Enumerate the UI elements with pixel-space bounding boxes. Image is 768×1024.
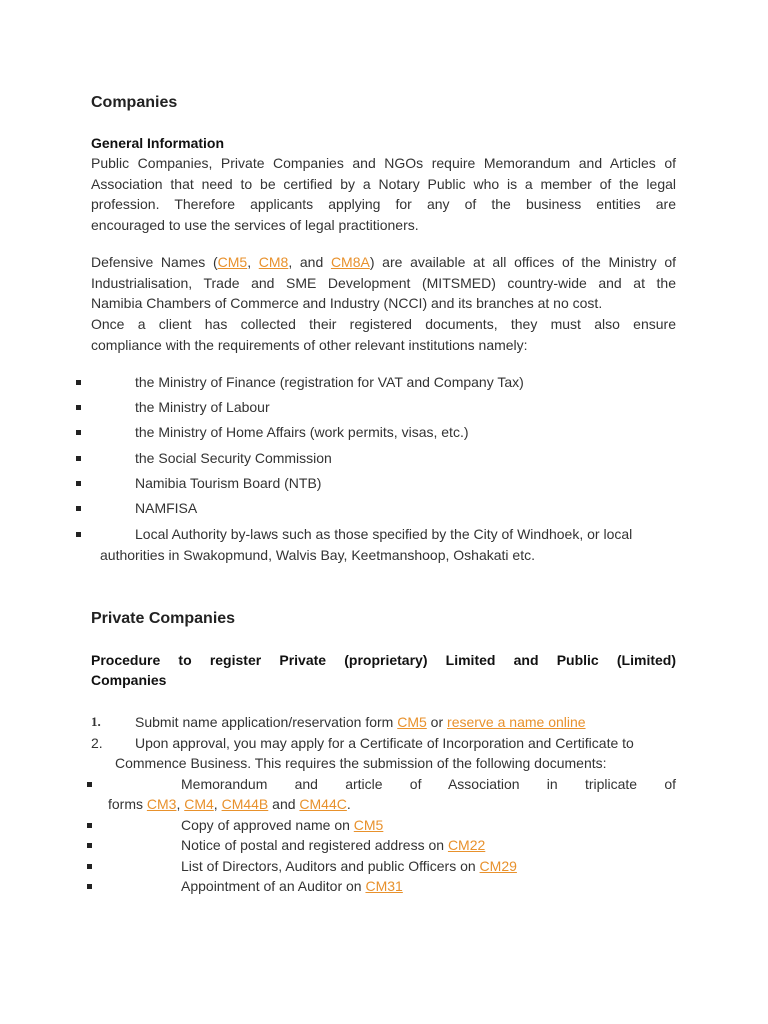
text: List of Directors, Auditors and public Officers on [181, 858, 480, 874]
bullet-icon [76, 405, 81, 410]
text: forms [108, 796, 147, 812]
procedure-heading-line2: Companies [91, 672, 167, 688]
list-item-continuation: authorities in Swakopmund, Walvis Bay, Keetmanshoop, Oshakati etc. [100, 547, 535, 563]
text-line: compliance with the requirements of other relevant institutions namely: [91, 336, 528, 353]
link-cm8a[interactable]: CM8A [330, 254, 370, 270]
step-2-line1: Upon approval, you may apply for a Certificate of Incorporation and Certificate to [135, 735, 634, 751]
text: Defensive Names ( [91, 254, 218, 270]
step-number: 2. [91, 735, 103, 751]
text: , [247, 254, 259, 270]
text-line: Namibia Chambers of Commerce and Industry (NCCI) and its branches at no cost. [91, 295, 603, 312]
defensive-names-paragraph [91, 252, 676, 356]
page-title: Companies [91, 94, 178, 111]
text: Notice of postal and registered address on [181, 837, 448, 853]
text-line: Industrialisation, Trade and SME Development (MITSMED) country-wide and at the [91, 274, 676, 291]
text: Submit name application/reservation form [135, 714, 398, 730]
link-cm5[interactable]: CM5 [217, 254, 248, 270]
bullet-icon [76, 430, 81, 435]
text: . [346, 796, 351, 812]
bullet-icon [76, 532, 81, 537]
procedure-heading-line1: Procedure to register Private (proprietary) Limited and Public (Limited) [91, 652, 676, 668]
bullet-icon [76, 506, 81, 511]
text-line [91, 252, 676, 273]
link-reserve-name-online[interactable]: reserve a name online [447, 714, 586, 730]
text-line: Once a client has collected their registered documents, they must also ensure [91, 316, 676, 333]
text: Appointment of an Auditor on [181, 878, 366, 894]
bullet-icon [87, 843, 92, 848]
link-cm44c[interactable]: CM44C [299, 796, 347, 812]
link-cm3[interactable]: CM3 [146, 796, 177, 812]
text-line: Public Companies, Private Companies and NGOs require Memorandum and Articles of [91, 155, 676, 171]
step-1 [135, 712, 586, 732]
link-cm8[interactable]: CM8 [258, 254, 289, 270]
text-line: Association that need to be certified by a Notary Public who is a member of the legal [91, 175, 676, 192]
bullet-icon [87, 864, 92, 869]
link-cm22[interactable]: CM22 [447, 837, 486, 853]
step-number: 1. [91, 714, 101, 729]
text: , and [288, 254, 331, 270]
private-companies-title: Private Companies [91, 610, 236, 627]
general-info-paragraph [91, 153, 676, 236]
link-cm5[interactable]: CM5 [397, 714, 427, 730]
bullet-icon [76, 481, 81, 486]
text: Copy of approved name on [181, 817, 354, 833]
bullet-icon [76, 456, 81, 461]
list-item-continuation [108, 794, 351, 814]
document-page: Companies General Information Public Companies, Private Companies and NGOs require Memorandum and Articles of Association that need to be certified by a Notary Public who is a member of the legal profession. Therefore applicants applying for any of the business entities are encouraged to use the services of legal practitioners. Defensive Names (CM5, CM8, and CM8A) are available at all offices of the Ministry of Industrialisation, Trade and SME Development (MITSMED) country-wide and at the Namibia Chambers of Commerce and Industry (NCCI) and its branches at no cost. Once a client has collected their registered documents, they must also ensure compliance with the requirements of other relevant institutions namely: the Ministry of Finance (registration for VAT and Company Tax) the Ministry of Labour the Ministry of Home Affairs (work permits, visas, etc.) the Social Security Commission Namibia Tourism Board (NTB) NAMFISA Local Authority by-laws such as those specified by the City of Windhoek, or local authorities in Swakopmund, Walvis Bay, Keetmanshoop, Oshakati etc. Private Companies Procedure to register Private (proprietary) Limited and Public (Limited) Companies 1. Submit name application/reservation form CM5 or reserve a name online 2. Upon approval, you may apply for a Certificate of Incorporation and Certificate to Commence Business. This requires the submission of the following documents: Memorandum and article of Association in triplicate of forms CM3, CM4, CM44B and CM44C. Copy of approved name on CM5 Notice of postal and registered address on CM22 List of Directors, Auditors and public Officers on CM29 Appointment of an Auditor on CM31 [0, 0, 768, 1024]
link-cm44b[interactable]: CM44B [221, 796, 269, 812]
bullet-icon [87, 782, 92, 787]
text: and [268, 796, 300, 812]
bullet-icon [76, 380, 81, 385]
text-line: encouraged to use the services of legal practitioners. [91, 217, 419, 234]
text: , [213, 796, 222, 812]
step-2-line2: Commence Business. This requires the submission of the following documents: [115, 755, 607, 771]
text: or [426, 714, 448, 730]
text: ) are available at all offices of the Ministry of [369, 254, 677, 270]
bullet-icon [87, 884, 92, 889]
link-cm4[interactable]: CM4 [184, 796, 214, 812]
text: , [176, 796, 185, 812]
link-cm29[interactable]: CM29 [479, 858, 517, 874]
text-line: profession. Therefore applicants applying for any of the business entities are [91, 196, 676, 213]
general-info-heading: General Information [91, 135, 225, 151]
link-cm31[interactable]: CM31 [365, 878, 403, 894]
link-cm5[interactable]: CM5 [353, 817, 384, 833]
bullet-icon [87, 823, 92, 828]
